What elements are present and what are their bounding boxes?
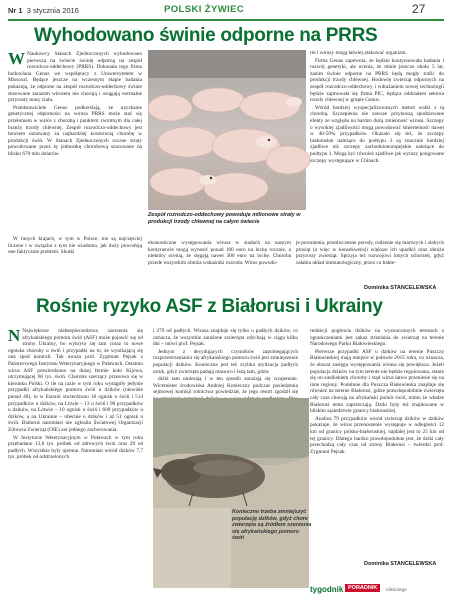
article2-paragraph: Jednym z decydujących czynników zapobiegających rozprzestrzenianiu się afrykańskiego pomoru świń jest zmniejszenie populacji dzików. Konieczna jest też szybka utylizacja padłych sztuk, gdyż zwierzęta padają masowo i leżą tam, gdzie [153, 348, 298, 375]
article1-paragraph: ekonomiczne występowania wirusa w stadach na naszym kontynencie mogą wynosić ponad 100 euro na lochę rocznie, a niektóry ocenią, że sięgają nawet 300 euro na lochę. Choroba przede wszystkim obniża wskaźniki rozrodu. Wirus powodu- [148, 240, 291, 266]
article2-paragraph: Analiza 79 przypadków wśród zwierząt dzików w dzików pokazuje, że wirus przenoszenie występuje w odległości 12 km od granicy polsko-białoruskiej, najdalej jest to 25 km od tej granicy. Dlatego bardzo prawdopodobne jest, że dziki cały przechodzą cały czas od strony Białorusi – twierdzi prof. Zygmunt Pejsak. [310, 415, 444, 455]
article1-paragraph: Naukowcy Stanach Zjednoczonych wyhodowano pierwszą na świecie świnię odporną na zespół rozrodczo-oddechowy (PRRS). Dokonała tego firma hodowlana Genus we współpracy z Uniwersytetem w Missouri. Będące jeszcze na wczesnym etapie badania pokazują, że odporne na zespół rozrodczo-oddechowy świnie stosowane zarazem wirusem nie chorują i osiągają normalne przyrosty masy ciała. [8, 51, 142, 104]
publication-badge: PORADNIK [345, 584, 380, 592]
page-number: 27 [412, 2, 426, 16]
pigs-image [148, 50, 306, 210]
issue-info [8, 6, 79, 15]
article1-paragraph: je poronienia, przedwczesne porody, rodzenie się martwych i słabych prosiąt (a więc w konsekwencji większe ich upadki) oraz obniża przyrosty zwierząt. Sprzyja też rozwojowi innych schorzeń, gdyż osłabia układ immunologiczny, przez co bakte- [296, 240, 444, 266]
article1-photo-caption: Zespół rozrodczo-oddechowy powoduje milionowe straty w produkcji trzody chlewnej na całym świecie [148, 212, 301, 225]
article2-byline: Dominika STANCELEWSKA [364, 561, 437, 567]
publication-tagline: rolniczego [386, 587, 407, 592]
issue-date: 3 stycznia 2016 [26, 6, 79, 15]
article2-column2 [153, 328, 298, 394]
article1-column1 [8, 51, 142, 236]
article2-paragraph: redukcji pogłowia dzików na wyznaczonych terenach z ograniczeniami jest zakaz strzelania do zwierząt na terenie Narodowego Parku Białowieskiego. [310, 328, 444, 348]
article1-paragraph: Firma Genus zapewnia, że będzie kontynuowała badania i rozwój genetyki, ale ocenia, że minie jeszcze około 5 lat, zanim świnie odporne na PRRS będą mogły trafić do produkcji trzody chlewnej. Hodowlę zwierząt odpornych na zespół rozrodczo-oddechowy i wdrażaniem nowej technologii będzie zajmowała się firma PIC, będąca oddziałem sektora trzody chlewnej w grupie Genus. [310, 57, 444, 104]
article1-paragraph: rie i wirusy mogą łatwiej atakować organizm. [310, 50, 407, 56]
article2-column1 [8, 328, 143, 584]
dropcap: N [8, 326, 21, 345]
article1-column3 [310, 50, 444, 236]
boar-photo [153, 398, 309, 588]
pigs-photo [148, 50, 306, 210]
article2-paragraph: Pierwsze przypadki ASF u dzików na terenie Puszczy Białowieskiej mają miejsce w połowie 2015 roku, co oznacza, że obszar zasięgu występowania wirusa się powiększa. Jeżeli populacja dzików na tym terenie nie będzie regulowana, stanie się on siedliskiem choroby i stąd wirus łatwo przeniesie się na inne regiony. Podobnie dla Puszcza Białowieska znajduje się również na terenie Białorusi, gdzie prawdopodobnie zwierzęta cały czas chorują na afrykański pomór świń, mimo że władze Białorusi temu zaprzeczają. Dziki były też znajdowane w bliskim sąsiedztwie granicy białoruskiej. [310, 348, 444, 415]
article2-paragraph: dziki tam umierają i w ten sposób zarażają się wzajemnie. Wicemister środowiska Andrzej Konieczny podczas posiedzenia sejmowej komisji rolnictwa powiedział, że jego resort zgodził się [153, 376, 298, 396]
article1-byline: Dominika STANCELEWSKA [364, 285, 437, 291]
article2-paragraph: W Instytucie Weterynaryjnym w Puławach w tym roku przebadano 13,8 tys. próbek od zdrowych świń oraz 29 od padłych. Wszystkie były ujemne. Natomiast wśród dzików 7,7 tys. próbek od odstrzelonych [8, 434, 143, 461]
section-title: POLSKI ŻYWIEC [164, 4, 245, 15]
article2-photo-caption: Konieczne trzeba zmniejszyć populację dzików, gdyż chore zwierzęta są źródłem szerzenia się afrykańskiego pomoru świń [232, 509, 312, 542]
article2-title: Rośnie ryzyko ASF z Białorusi i Ukrainy [36, 296, 383, 317]
article2-paragraph: i 279 od padłych. Wirusa znajduje się tylko u padłych dzików, co oznacza, że wszystkie zarażone zwierzęta zdychają w ciągu kilku dni – mówi prof. Pejsak. [153, 328, 298, 348]
dropcap: W [8, 49, 25, 68]
header-divider [8, 19, 444, 21]
article1-title: Wyhodowano świnie odporne na PRRS [34, 25, 378, 46]
wild-boar-image [153, 398, 309, 588]
article1-paragraph: Przedstawiciele Genus podkreślają, że uzyskanie genetycznej odporności na wirusa PRRS może stać się przełomem w walce z chorobą i punktem zwrotnym dla całej branży trzody chlewnej. Zespół rozrodczo-oddechowy jest bowiem uznawany za najbardziej kosztowną chorobę w produkcji świń. W Stanach Zjednoczonych roczne straty powodowane przez tę jednostkę chorobową szacowane na blisko 670 mln dolarów. [8, 104, 142, 157]
article1-column1-end [8, 236, 142, 286]
publication-logo: tygodnik [310, 585, 344, 594]
issue-number: Nr 1 [8, 6, 23, 15]
article2-paragraph: Najwiękrsze niebezpieczeństwo szerzenia się afrykańskiego pomoru świń (ASF) może pojawić się od strony Ukrainy, bo wykryto się tam coraz to nowe ogniska choroby u świń i przypadki na to, że wynikającą się ona spod kontroli. Tak uważa prof. Zygmunt Pejsak z Państwowego Instytutu Weterynaryjnego w Puławach. Ostatnio wirus ASF potwierdzono na dużej fermie koło Kijowa, utrzymującej 60 tys. świń. Choroba szerzący przesuwa się w kierunku Polski. O ile na razie w tym roku wystąpiły jedynie przypadki afrykańskiego pomoru świń u dzików (niewiele ponad 40), to w Estonii stwierdzono 18 ognisk u świń i 514 przypadków u dzików, na Litwie – 13 u świń i 90 przypadków u dzików, na Łotwie – 10 ognisk u świń i 609 przypadków u dzików, a na Ukrainie – obecnie u dzików i aż 51 ognisk u świń. Białoruś natomiast nie zgłosiła Światowej Organizacji Zdrowia Zwierząt (OIE) ani jednego zachorowania. [8, 328, 143, 433]
article1-paragraph: W innych krajach, w tym w Polsce, nie są najczęściej liczone i w związku z tym nie wiadomo, jak duży powodują one faktycznie problem. Skutki [8, 236, 142, 256]
article1-column2 [148, 240, 291, 292]
article2-column3 [310, 328, 444, 560]
article1-paragraph: Wśród bardziej wyspecjalizowanych metod walki z tą chorobą. Szczepienia nie zawsze przynoszą spodziewane efekty ze względu na bardzo dużą zmienność wirusa. Szczepy o wysokiej zjadliwości mogą powodować śmiertelność nawet w 40-50% przypadków. Okazało się też, że szczepy białoruskie należące do podtypu 3 są znacznie bardziej zjadliwe niż szczepy zachodnioeuropejskie należące do podtypu 1. Mogą być również zjadliwe jak wyrazy pongowane szczepy występujące w Chinach. [310, 104, 444, 164]
